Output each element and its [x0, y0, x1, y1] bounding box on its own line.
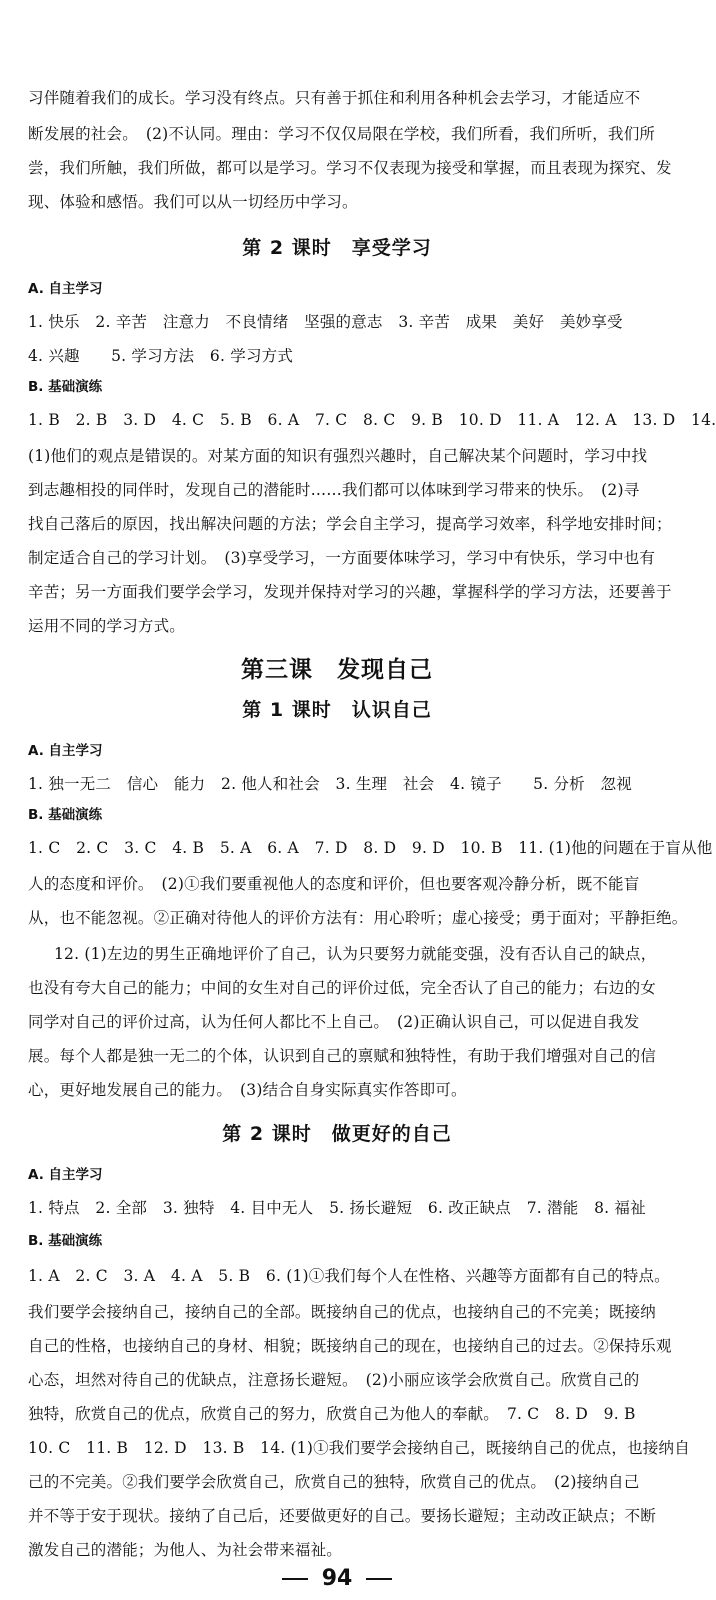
subsection-label: B. 基础演练	[28, 1233, 103, 1249]
text-line: 独特，欣赏自己的优点，欣赏自己的努力，欣赏自己为他人的奉献。 7. C 8. D 9. B	[28, 1405, 636, 1423]
lesson-title: 第三课 发现自己	[241, 657, 433, 683]
text-line: 从，也不能忽视。②正确对待他人的评价方法有：用心聆听；虚心接受；勇于面对；平静拒绝。	[28, 909, 688, 927]
text-line: 1. 独一无二 信心 能力 2. 他人和社会 3. 生理 社会 4. 镜子 5. 分析 忽视	[28, 775, 632, 793]
text-line: 也没有夸大自己的能力；中间的女生对自己的评价过低，完全否认了自己的能力；右边的女	[28, 979, 657, 997]
section-title: 第 2 课时 做更好的自己	[222, 1123, 452, 1145]
text-line: 1. B 2. B 3. D 4. C 5. B 6. A 7. C 8. C 9. B 10. D 11. A 12. A 13. D 14.	[28, 411, 716, 429]
text-line: 制定适合自己的学习计划。 (3)享受学习，一方面要体味学习，学习中有快乐，学习中也有	[28, 549, 656, 567]
text-line: 人的态度和评价。 (2)①我们要重视他人的态度和评价，但也要客观冷静分析，既不能盲	[28, 875, 640, 893]
text-line: 现、体验和感悟。我们可以从一切经历中学习。	[28, 193, 358, 211]
section-title: 第 2 课时 享受学习	[242, 237, 432, 259]
subsection-label: B. 基础演练	[28, 379, 103, 395]
page-number	[0, 1566, 674, 1592]
text-line: 尝，我们所触，我们所做，都可以是学习。学习不仅表现为接受和掌握，而且表现为探究、发	[28, 159, 672, 177]
text-line: 我们要学会接纳自己，接纳自己的全部。既接纳自己的优点，也接纳自己的不完美；既接纳	[28, 1303, 657, 1321]
page-number-dash-right	[366, 1578, 392, 1580]
page-number-text: 94	[321, 1566, 353, 1591]
subsection-label: A. 自主学习	[28, 743, 103, 759]
text-line: 1. 快乐 2. 辛苦 注意力 不良情绪 坚强的意志 3. 辛苦 成果 美好 美妙享受	[28, 313, 623, 331]
text-line: 激发自己的潜能；为他人、为社会带来福祉。	[28, 1541, 343, 1559]
text-line: 1. C 2. C 3. C 4. B 5. A 6. A 7. D 8. D 9. D 10. B 11. (1)他的问题在于盲从他	[28, 839, 713, 857]
section-title: 第 1 课时 认识自己	[242, 699, 432, 721]
subsection-label: B. 基础演练	[28, 807, 103, 823]
text-line: 辛苦；另一方面我们要学会学习，发现并保持对学习的兴趣，掌握科学的学习方法，还要善于	[28, 583, 672, 601]
text-line: 断发展的社会。 (2)不认同。理由：学习不仅仅局限在学校，我们所看，我们所听，我们所	[28, 125, 656, 143]
text-line: 运用不同的学习方式。	[28, 617, 186, 635]
text-line: 习伴随着我们的成长。学习没有终点。只有善于抓住和利用各种机会去学习，才能适应不	[28, 89, 641, 107]
subsection-label: A. 自主学习	[28, 1167, 103, 1183]
text-line: 展。每个人都是独一无二的个体，认识到自己的禀赋和独特性，有助于我们增强对自己的信	[28, 1047, 657, 1065]
text-line: 4. 兴趣 5. 学习方法 6. 学习方式	[28, 347, 294, 365]
text-line: 到志趣相投的同伴时，发现自己的潜能时……我们都可以体味到学习带来的快乐。 (2)寻	[28, 481, 640, 499]
text-line: 同学对自己的评价过高，认为任何人都比不上自己。 (2)正确认识自己，可以促进自我发	[28, 1013, 640, 1031]
text-line: 10. C 11. B 12. D 13. B 14. (1)①我们要学会接纳自己，既接纳自己的优点，也接纳自	[28, 1439, 690, 1457]
text-line: 心，更好地发展自己的能力。 (3)结合自身实际真实作答即可。	[28, 1081, 467, 1099]
text-line: 1. A 2. C 3. A 4. A 5. B 6. (1)①我们每个人在性格、兴趣等方面都有自己的特点。	[28, 1267, 670, 1285]
text-line: 心态，坦然对待自己的优缺点，注意扬长避短。 (2)小丽应该学会欣赏自己。欣赏自己的	[28, 1371, 640, 1389]
subsection-label: A. 自主学习	[28, 281, 103, 297]
text-line: 1. 特点 2. 全部 3. 独特 4. 目中无人 5. 扬长避短 6. 改正缺点 7. 潜能 8. 福祉	[28, 1199, 646, 1217]
text-line: 找自己落后的原因，找出解决问题的方法；学会自主学习，提高学习效率，科学地安排时间；	[28, 515, 672, 533]
page-number-dash-left	[282, 1578, 308, 1580]
text-line: 并不等于安于现状。接纳了自己后，还要做更好的自己。要扬长避短；主动改正缺点；不断	[28, 1507, 657, 1525]
text-line: 己的不完美。②我们要学会欣赏自己，欣赏自己的独特，欣赏自己的优点。 (2)接纳自己	[28, 1473, 640, 1491]
text-line: (1)他们的观点是错误的。对某方面的知识有强烈兴趣时，自己解决某个问题时，学习中找	[28, 447, 648, 465]
text-line: 12. (1)左边的男生正确地评价了自己，认为只要努力就能变强，没有否认自己的缺点，	[54, 945, 657, 963]
text-line: 自己的性格，也接纳自己的身材、相貌；既接纳自己的现在，也接纳自己的过去。②保持乐观	[28, 1337, 672, 1355]
